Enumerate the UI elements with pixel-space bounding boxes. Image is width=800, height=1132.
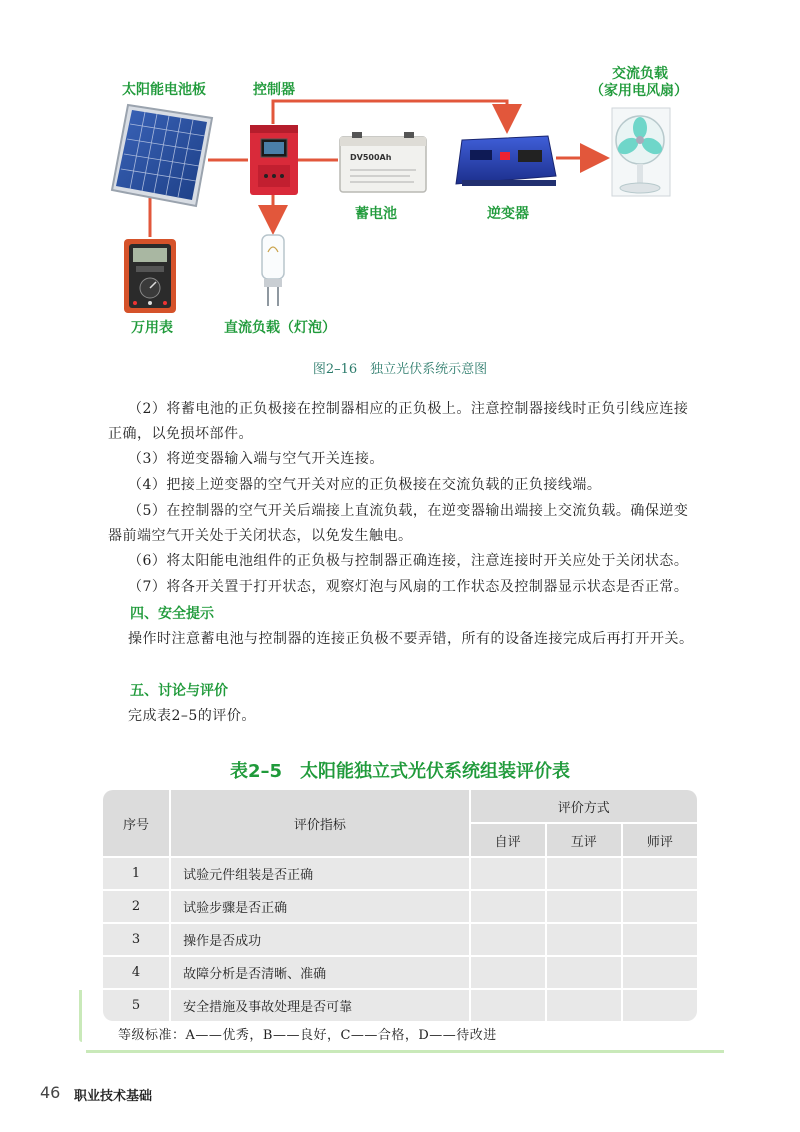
book-title: 职业技术基础 (74, 1089, 153, 1104)
row-number: 3 (103, 924, 171, 957)
row-number: 2 (103, 891, 171, 924)
step-2-text: （2）将蓄电池的正负极接在控制器相应的正负极上。注意控制器接线时正负引线应连接正确，以免损坏部件。 (108, 401, 689, 442)
table-row (103, 858, 697, 891)
teacher-eval-cell[interactable] (623, 891, 697, 924)
peer-eval-cell[interactable] (547, 990, 623, 1021)
safety-paragraph (108, 627, 698, 652)
ac-load-label: 交流负载 (612, 66, 668, 82)
self-eval-cell[interactable] (471, 957, 547, 990)
step-3-paragraph (108, 447, 698, 472)
self-eval-cell[interactable] (471, 891, 547, 924)
discussion-text: 完成表2–5的评价。 (128, 708, 256, 724)
peer-eval-cell[interactable] (547, 858, 623, 891)
solar-panel-label: 太阳能电池板 (122, 82, 206, 98)
multimeter-image (124, 239, 176, 313)
safety-text: 操作时注意蓄电池与控制器的连接正负极不要弄错，所有的设备连接完成后再打开开关。 (128, 631, 694, 647)
table-row (103, 924, 697, 957)
row-indicator: 试验步骤是否正确 (171, 891, 471, 924)
discussion-paragraph (108, 704, 698, 729)
fan-image (612, 108, 670, 196)
peer-eval-cell[interactable] (547, 924, 623, 957)
teacher-eval-cell[interactable] (623, 858, 697, 891)
pv-system-diagram (0, 0, 800, 350)
teacher-eval-cell[interactable] (623, 924, 697, 957)
page-number: 46 (40, 1083, 61, 1102)
solar-panel-image (112, 105, 212, 206)
peer-eval-cell[interactable] (547, 891, 623, 924)
controller-label: 控制器 (253, 82, 295, 98)
row-indicator: 安全措施及事故处理是否可靠 (171, 990, 471, 1021)
header-teacher: 师评 (623, 824, 697, 858)
row-indicator: 试验元件组装是否正确 (171, 858, 471, 891)
teacher-eval-cell[interactable] (623, 957, 697, 990)
step-6-text: （6）将太阳能电池组件的正负极与控制器正确连接，注意连接时开关应处于关闭状态。 (128, 553, 689, 569)
step-7-paragraph (108, 575, 698, 600)
safety-heading: 四、安全提示 (130, 606, 214, 622)
row-number: 5 (103, 990, 171, 1021)
table-row (103, 957, 697, 990)
row-number: 1 (103, 858, 171, 891)
controller-image (250, 125, 298, 195)
bulb-image (262, 235, 284, 306)
discussion-heading: 五、讨论与评价 (130, 683, 228, 699)
battery-brand-text: DV500Ah (350, 153, 392, 162)
step-5-text: （5）在控制器的空气开关后端接上直流负载，在逆变器输出端接上交流负载。确保逆变器前端空气开关处于关闭状态，以免发生触电。 (108, 503, 689, 544)
ac-load-sublabel: （家用电风扇） (590, 83, 688, 99)
multimeter-label: 万用表 (131, 320, 173, 336)
step-4-paragraph (108, 473, 698, 498)
grading-footnote: 等级标准：A——优秀，B——良好，C——合格，D——待改进 (118, 1028, 497, 1043)
step-2-paragraph (108, 397, 698, 447)
step-4-text: （4）把接上逆变器的空气开关对应的正负极接在交流负载的正负接线端。 (128, 477, 602, 493)
row-indicator: 操作是否成功 (171, 924, 471, 957)
header-indicator: 评价指标 (171, 790, 471, 858)
row-number: 4 (103, 957, 171, 990)
self-eval-cell[interactable] (471, 924, 547, 957)
table-title: 表2–5 太阳能独立式光伏系统组装评价表 (229, 761, 571, 782)
header-method: 评价方式 (471, 790, 697, 824)
decorative-rule-vertical (79, 990, 82, 1042)
header-self: 自评 (471, 824, 547, 858)
step-3-text: （3）将逆变器输入端与空气开关连接。 (128, 451, 384, 467)
controller-to-inverter-arrow (273, 101, 507, 128)
self-eval-cell[interactable] (471, 990, 547, 1021)
self-eval-cell[interactable] (471, 858, 547, 891)
decorative-rule-horizontal (86, 1050, 724, 1053)
battery-label: 蓄电池 (355, 206, 397, 222)
step-6-paragraph (108, 549, 698, 574)
step-5-paragraph (108, 499, 698, 549)
inverter-label: 逆变器 (487, 206, 529, 222)
teacher-eval-cell[interactable] (623, 990, 697, 1021)
dc-load-label: 直流负载（灯泡） (224, 320, 336, 336)
table-row (103, 891, 697, 924)
figure-caption: 图2–16 独立光伏系统示意图 (312, 362, 488, 377)
step-7-text: （7）将各开关置于打开状态，观察灯泡与风扇的工作状态及控制器显示状态是否正常。 (128, 579, 689, 595)
header-peer: 互评 (547, 824, 623, 858)
peer-eval-cell[interactable] (547, 957, 623, 990)
battery-image (340, 132, 426, 192)
header-seq: 序号 (103, 790, 171, 858)
evaluation-table (103, 790, 697, 1021)
table-row (103, 990, 697, 1021)
inverter-image (456, 136, 556, 186)
row-indicator: 故障分析是否清晰、准确 (171, 957, 471, 990)
